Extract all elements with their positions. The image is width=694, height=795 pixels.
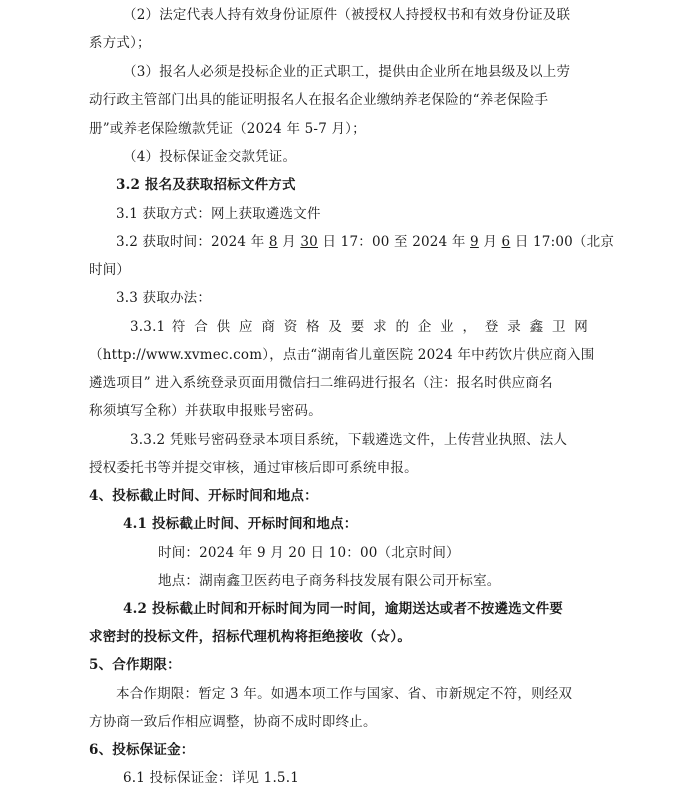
- section-4-1: 4.1 投标截止时间、开标时间和地点：: [123, 516, 358, 532]
- section-3-2-prefix: 3.2 获取时间：2024 年: [116, 234, 269, 250]
- section-heading-6: 6、投标保证金：: [89, 742, 195, 758]
- section-4-2-line-1: 4.2 投标截止时间和开标时间为同一时间，逾期送达或者不按遴选文件要: [123, 601, 563, 617]
- end-day: 6: [501, 234, 511, 250]
- section-4-1-place: 地点：湖南鑫卫医药电子商务科技发展有限公司开标室。: [158, 573, 501, 589]
- section-heading-4: 4、投标截止时间、开标时间和地点：: [89, 488, 318, 504]
- section-3-3-1-line-4: 称须填写全称）并获取申报账号密码。: [89, 403, 322, 419]
- item-3-line-2: 动行政主管部门出具的能证明报名人在报名企业缴纳养老保险的“养老保险手: [89, 92, 549, 108]
- end-month: 9: [470, 234, 479, 250]
- item-2-line-2: 系方式）；: [89, 35, 151, 51]
- section-3-3-1-line-3: 遴选项目” 进入系统登录页面用微信扫二维码进行报名（注：报名时供应商名: [89, 375, 553, 391]
- item-4: （4）投标保证金交款凭证。: [123, 149, 297, 165]
- item-3-line-1: （3）报名人必须是投标企业的正式职工，提供由企业所在地县级及以上劳: [123, 64, 571, 80]
- item-3-line-3: 册”或养老保险缴款凭证（2024 年 5-7 月）；: [89, 121, 366, 137]
- section-3-3-1-line-2: （http://www.xvmec.com），点击“湖南省儿童医院 2024 年中药饮片供应商入围: [89, 347, 595, 363]
- section-3-3-2-line-1: 3.3.2 凭账号密码登录本项目系统，下载遴选文件，上传营业执照、法人: [130, 432, 568, 448]
- item-2-line-1: （2）法定代表人持有效身份证原件（被授权人持授权书和有效身份证及联: [123, 7, 571, 23]
- section-5-line-2: 方协商一致后作相应调整，协商不成时即终止。: [89, 714, 377, 730]
- start-day: 30: [300, 234, 318, 250]
- section-3-2-line-2: 时间）: [89, 262, 131, 278]
- section-3-1: 3.1 获取方式：网上获取遴选文件: [116, 206, 321, 222]
- section-heading-3-2: 3.2 报名及获取招标文件方式: [116, 177, 296, 193]
- section-6-1: 6.1 投标保证金：详见 1.5.1: [123, 770, 300, 786]
- section-heading-5: 5、合作期限：: [89, 657, 181, 673]
- section-3-3-2-line-2: 授权委托书等并提交审核，通过审核后即可系统申报。: [89, 460, 418, 476]
- section-5-line-1: 本合作期限：暂定 3 年。如遇本项工作与国家、省、市新规定不符，则经双: [116, 686, 573, 702]
- section-3-2-line-1: 3.2 获取时间：2024 年 8 月 30 日 17：00 至 2024 年 9 月 6 日 17:00（北京: [116, 234, 615, 250]
- section-4-1-time: 时间：2024 年 9 月 20 日 10：00（北京时间）: [158, 545, 460, 561]
- start-month: 8: [268, 234, 278, 250]
- section-3-3: 3.3 获取办法：: [116, 290, 212, 306]
- section-4-2-line-2: 求密封的投标文件，招标代理机构将拒绝接收（☆）。: [89, 629, 412, 645]
- section-3-3-1-line-1: 3.3.1 符 合 供 应 商 资 格 及 要 求 的 企 业 ， 登 录 鑫 卫 网: [130, 319, 588, 335]
